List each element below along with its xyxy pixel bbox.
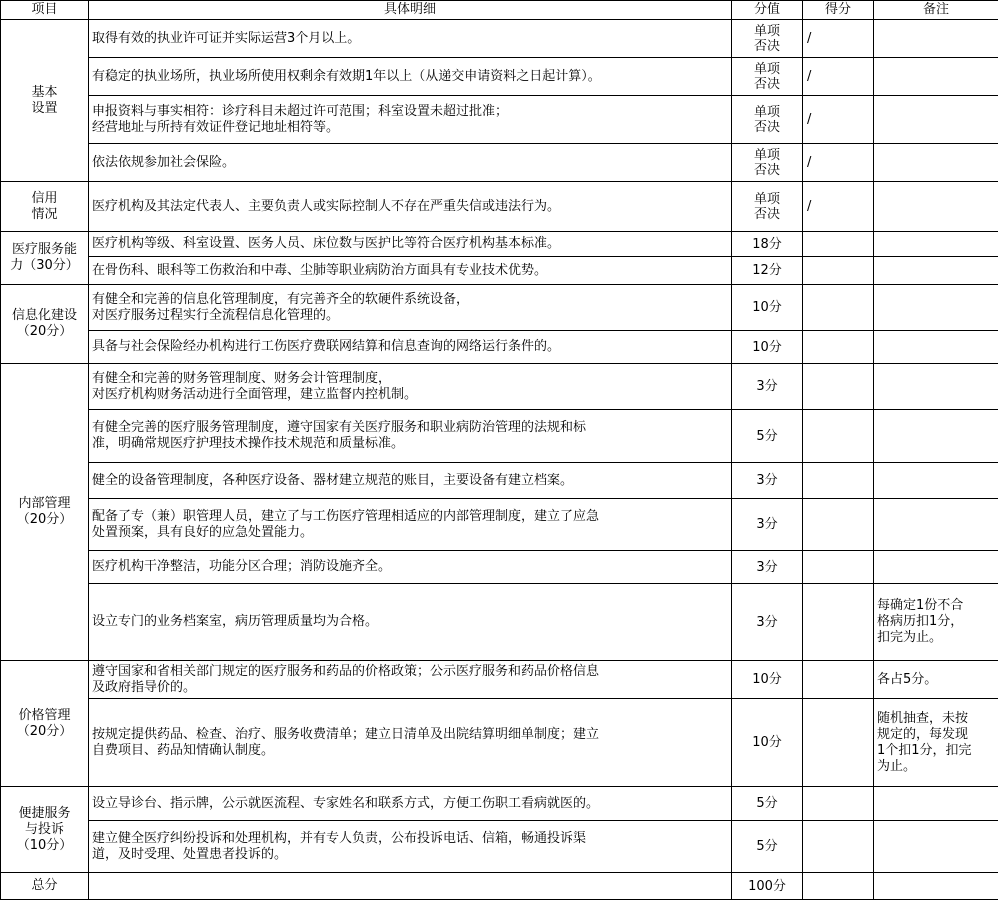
- score-cell: 10分: [732, 661, 803, 699]
- note-cell: [874, 821, 998, 873]
- detail-cell: 医疗机构干净整洁，功能分区合理；消防设施齐全。: [89, 551, 732, 584]
- got-cell: [803, 463, 874, 499]
- note-cell: [874, 787, 998, 821]
- category-cell: 医疗服务能 力（30分）: [1, 232, 89, 285]
- table-row: [1, 232, 998, 257]
- note-cell: [874, 182, 998, 232]
- detail-cell: 设立专门的业务档案室，病历管理质量均为合格。: [89, 584, 732, 661]
- score-cell: 3分: [732, 584, 803, 661]
- detail-cell: 具备与社会保险经办机构进行工伤医疗费联网结算和信息查询的网络运行条件的。: [89, 331, 732, 364]
- score-cell: 3分: [732, 499, 803, 551]
- header-row: [1, 1, 998, 20]
- detail-cell: 申报资料与事实相符：诊疗科目未超过许可范围；科室设置未超过批准； 经营地址与所持有效证件登记地址相符等。: [89, 96, 732, 144]
- note-cell: [874, 20, 998, 58]
- got-cell: [803, 499, 874, 551]
- score-cell: 10分: [732, 331, 803, 364]
- table-row: [1, 821, 998, 873]
- category-cell: 价格管理 （20分）: [1, 661, 89, 787]
- detail-cell: 按规定提供药品、检查、治疗、服务收费清单；建立日清单及出院结算明细单制度；建立 自费项目、药品知情确认制度。: [89, 699, 732, 787]
- score-cell: 单项 否决: [732, 58, 803, 96]
- table-row: [1, 144, 998, 182]
- detail-cell: 遵守国家和省相关部门规定的医疗服务和药品的价格政策；公示医疗服务和药品价格信息 及政府指导价的。: [89, 661, 732, 699]
- note-cell: [874, 410, 998, 463]
- got-cell: [803, 821, 874, 873]
- total-got-cell: [803, 873, 874, 900]
- detail-cell: 医疗机构等级、科室设置、医务人员、床位数与医护比等符合医疗机构基本标准。: [89, 232, 732, 257]
- detail-cell: 取得有效的执业许可证并实际运营3个月以上。: [89, 20, 732, 58]
- table-row: [1, 20, 998, 58]
- table-row: [1, 96, 998, 144]
- got-cell: [803, 699, 874, 787]
- got-cell: /: [803, 144, 874, 182]
- score-cell: 3分: [732, 364, 803, 410]
- got-cell: [803, 232, 874, 257]
- table-row: [1, 661, 998, 699]
- table-row: [1, 463, 998, 499]
- detail-cell: 有健全和完善的信息化管理制度，有完善齐全的软硬件系统设备， 对医疗服务过程实行全流程信息化管理的。: [89, 285, 732, 331]
- note-cell: 随机抽查，未按 规定的，每发现 1个扣1分，扣完 为止。: [874, 699, 998, 787]
- table-row: [1, 182, 998, 232]
- detail-cell: 有稳定的执业场所，执业场所使用权剩余有效期1年以上（从递交申请资料之日起计算）。: [89, 58, 732, 96]
- detail-cell: 有健全和完善的财务管理制度、财务会计管理制度， 对医疗机构财务活动进行全面管理，建立监督内控机制。: [89, 364, 732, 410]
- score-cell: 5分: [732, 410, 803, 463]
- note-cell: [874, 331, 998, 364]
- table-row: [1, 331, 998, 364]
- got-cell: /: [803, 182, 874, 232]
- score-cell: 10分: [732, 699, 803, 787]
- note-cell: [874, 285, 998, 331]
- table-row: [1, 364, 998, 410]
- got-cell: /: [803, 20, 874, 58]
- detail-cell: 有健全完善的医疗服务管理制度，遵守国家有关医疗服务和职业病防治管理的法规和标 准，明确常规医疗护理技术操作技术规范和质量标准。: [89, 410, 732, 463]
- table-row: [1, 551, 998, 584]
- total-detail-cell: [89, 873, 732, 900]
- detail-cell: 依法依规参加社会保险。: [89, 144, 732, 182]
- note-cell: [874, 499, 998, 551]
- detail-cell: 建立健全医疗纠纷投诉和处理机构，并有专人负责，公布投诉电话、信箱，畅通投诉渠 道，及时受理、处置患者投诉的。: [89, 821, 732, 873]
- table-row: [1, 257, 998, 285]
- note-cell: [874, 232, 998, 257]
- detail-cell: 配备了专（兼）职管理人员，建立了与工伤医疗管理相适应的内部管理制度，建立了应急 处置预案，具有良好的应急处置能力。: [89, 499, 732, 551]
- total-note-cell: [874, 873, 998, 900]
- score-cell: 5分: [732, 821, 803, 873]
- score-cell: 5分: [732, 787, 803, 821]
- got-cell: [803, 331, 874, 364]
- table-row: [1, 58, 998, 96]
- got-cell: [803, 787, 874, 821]
- note-cell: [874, 463, 998, 499]
- total-score: 100分: [732, 873, 803, 900]
- score-cell: 单项 否决: [732, 144, 803, 182]
- table-row: [1, 787, 998, 821]
- note-cell: [874, 257, 998, 285]
- table-body: [1, 20, 998, 900]
- note-cell: [874, 364, 998, 410]
- detail-cell: 健全的设备管理制度，各种医疗设备、器材建立规范的账目，主要设备有建立档案。: [89, 463, 732, 499]
- score-cell: 单项 否决: [732, 20, 803, 58]
- got-cell: /: [803, 58, 874, 96]
- header-item: 项目: [1, 1, 89, 20]
- category-cell: 基本 设置: [1, 20, 89, 182]
- got-cell: [803, 410, 874, 463]
- score-cell: 18分: [732, 232, 803, 257]
- note-cell: [874, 96, 998, 144]
- header-got: 得分: [803, 1, 874, 20]
- score-cell: 10分: [732, 285, 803, 331]
- got-cell: [803, 661, 874, 699]
- note-cell: [874, 144, 998, 182]
- total-label: 总分: [1, 873, 89, 900]
- score-cell: 单项 否决: [732, 96, 803, 144]
- got-cell: [803, 364, 874, 410]
- got-cell: /: [803, 96, 874, 144]
- category-cell: 信用 情况: [1, 182, 89, 232]
- header-score: 分值: [732, 1, 803, 20]
- note-cell: 各占5分。: [874, 661, 998, 699]
- score-cell: 3分: [732, 463, 803, 499]
- got-cell: [803, 257, 874, 285]
- detail-cell: 在骨伤科、眼科等工伤救治和中毒、尘肺等职业病防治方面具有专业技术优势。: [89, 257, 732, 285]
- note-cell: 每确定1份不合 格病历扣1分， 扣完为止。: [874, 584, 998, 661]
- note-cell: [874, 58, 998, 96]
- got-cell: [803, 285, 874, 331]
- score-cell: 3分: [732, 551, 803, 584]
- score-cell: 单项 否决: [732, 182, 803, 232]
- header-note: 备注: [874, 1, 998, 20]
- table-row: [1, 285, 998, 331]
- total-row: [1, 873, 998, 900]
- score-cell: 12分: [732, 257, 803, 285]
- detail-cell: 设立导诊台、指示牌，公示就医流程、专家姓名和联系方式，方便工伤职工看病就医的。: [89, 787, 732, 821]
- detail-cell: 医疗机构及其法定代表人、主要负责人或实际控制人不存在严重失信或违法行为。: [89, 182, 732, 232]
- table-row: [1, 499, 998, 551]
- header-detail: 具体明细: [89, 1, 732, 20]
- category-cell: 内部管理 （20分）: [1, 364, 89, 661]
- note-cell: [874, 551, 998, 584]
- table-row: [1, 410, 998, 463]
- got-cell: [803, 584, 874, 661]
- category-cell: 便捷服务 与投诉 （10分）: [1, 787, 89, 873]
- table-row: [1, 584, 998, 661]
- got-cell: [803, 551, 874, 584]
- table-row: [1, 699, 998, 787]
- category-cell: 信息化建设 （20分）: [1, 285, 89, 364]
